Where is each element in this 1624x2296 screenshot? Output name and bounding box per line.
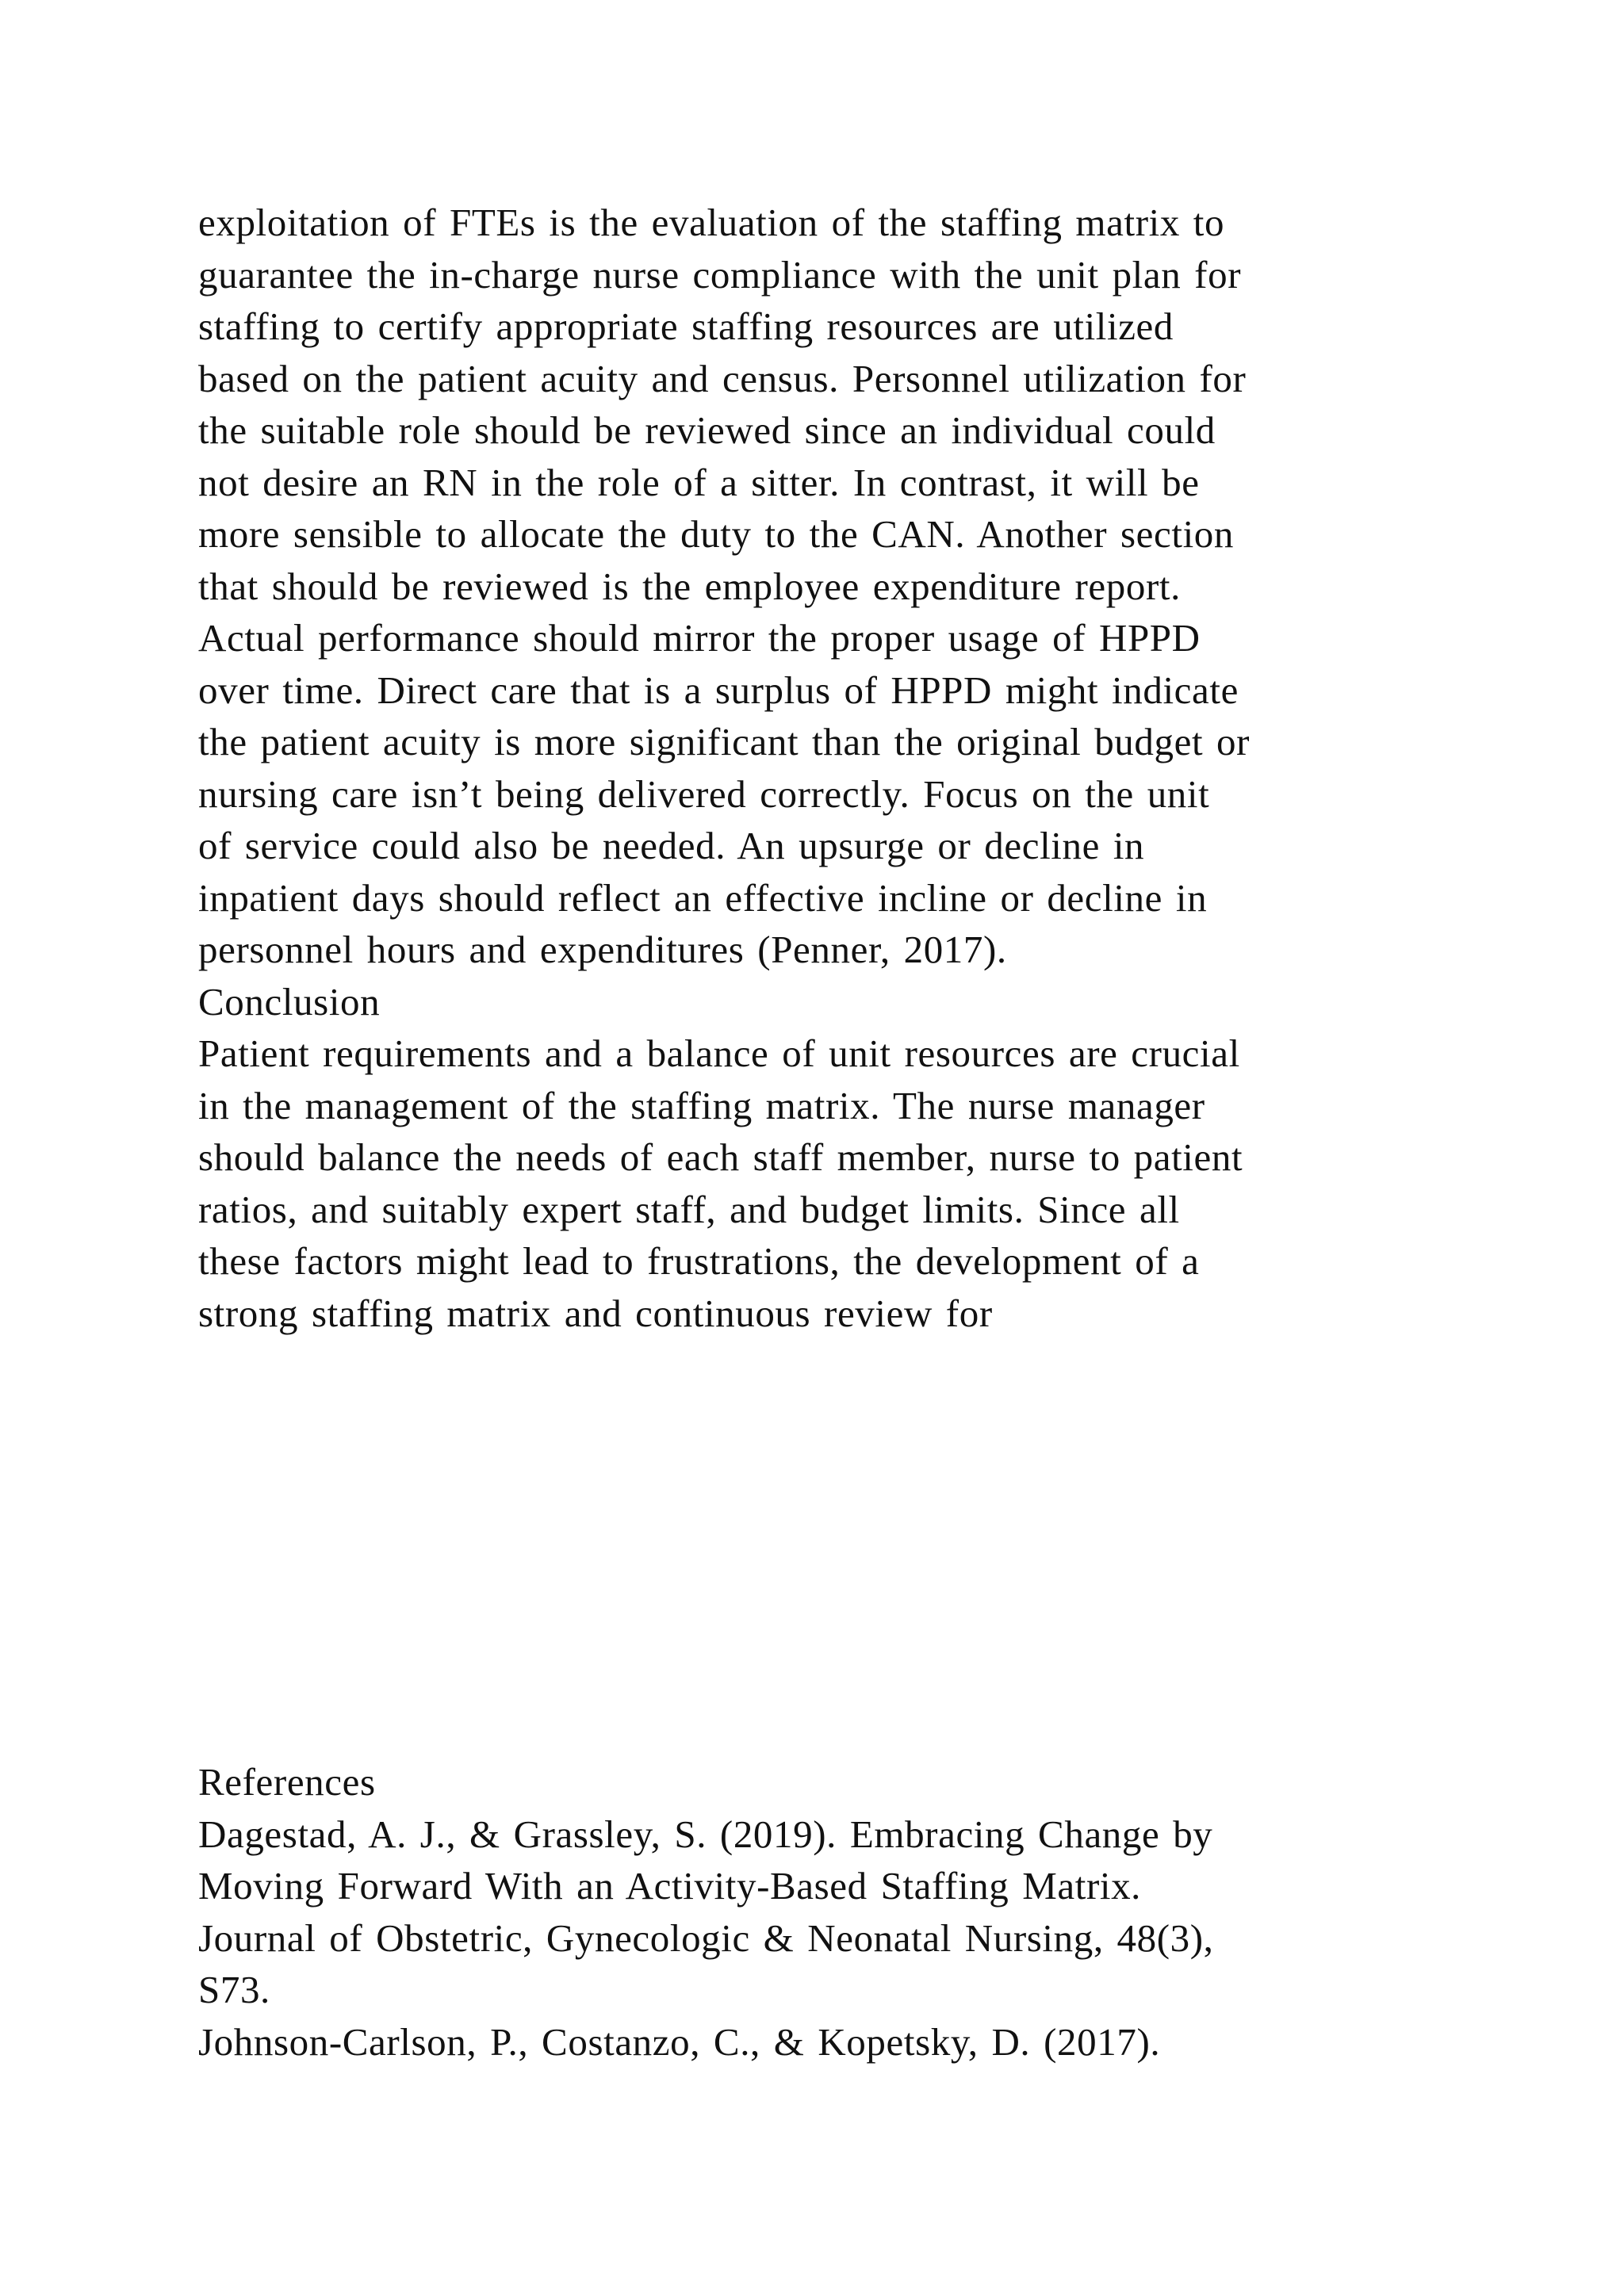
body-line: based on the patient acuity and census. Personnel utilization for	[198, 356, 1247, 400]
body-line: the patient acuity is more significant than the original budget or	[198, 720, 1251, 763]
reference-line: Dagestad, A. J., & Grassley, S. (2019). Embracing Change by	[198, 1812, 1213, 1856]
body-line: strong staffing matrix and continuous review for	[198, 1291, 993, 1335]
body-line: Actual performance should mirror the proper usage of HPPD	[198, 616, 1201, 660]
body-line: in the management of the staffing matrix. The nurse manager	[198, 1083, 1205, 1127]
reference-line: S73.	[198, 1968, 270, 2011]
body-line: personnel hours and expenditures (Penner, 2017).	[198, 928, 1007, 971]
body-line: of service could also be needed. An upsurge or decline in	[198, 824, 1145, 867]
reference-line: Johnson-Carlson, P., Costanzo, C., & Kopetsky, D. (2017).	[198, 2019, 1161, 2064]
body-line: staffing to certify appropriate staffing resources are utilized	[198, 304, 1174, 348]
body-line: more sensible to allocate the duty to the CAN. Another section	[198, 512, 1235, 556]
body-line: over time. Direct care that is a surplus of HPPD might indicate	[198, 668, 1239, 712]
section-heading-conclusion: Conclusion	[198, 979, 381, 1024]
body-line: inpatient days should reflect an effective incline or decline in	[198, 875, 1208, 920]
references-section	[198, 1756, 1507, 2068]
body-line: not desire an RN in the role of a sitter. In contrast, it will be	[198, 460, 1200, 504]
body-line: guarantee the in-charge nurse compliance with the unit plan for	[198, 252, 1242, 297]
reference-line: Journal of Obstetric, Gynecologic & Neonatal Nursing, 48(3),	[198, 1915, 1214, 1960]
body-line: exploitation of FTEs is the evaluation of the staffing matrix to	[198, 201, 1225, 244]
body-line: the suitable role should be reviewed since an individual could	[198, 408, 1216, 452]
references-heading: References	[198, 1760, 376, 1804]
body-line: ratios, and suitably expert staff, and budget limits. Since all	[198, 1187, 1180, 1231]
body-text	[198, 197, 1507, 1339]
body-line: these factors might lead to frustrations, the development of a	[198, 1239, 1200, 1283]
body-line: that should be reviewed is the employee expenditure report.	[198, 564, 1181, 608]
body-line: nursing care isn’t being delivered correctly. Focus on the unit	[198, 771, 1210, 816]
reference-line: Moving Forward With an Activity-Based Staffing Matrix.	[198, 1864, 1142, 1908]
body-line: Patient requirements and a balance of unit resources are crucial	[198, 1031, 1240, 1075]
body-line: should balance the needs of each staff member, nurse to patient	[198, 1135, 1243, 1179]
